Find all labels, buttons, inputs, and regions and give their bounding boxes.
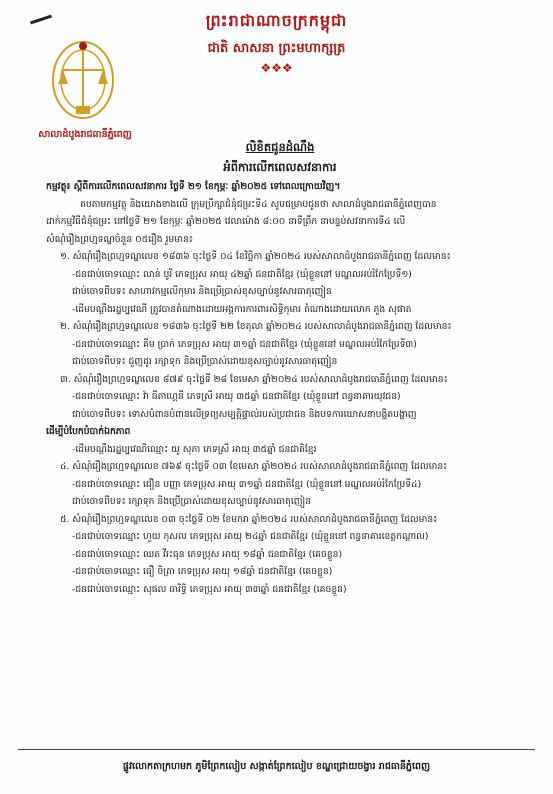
body-line: សំណុំរឿងព្រហ្មទណ្ឌចំនួន ០៥រឿង រួមមាន៖ xyxy=(46,233,193,245)
body-line: -ជនជាប់ចោទឈ្មោះ លាន់ បូរី ភេទប្រុស អាយុ ៤២ឆ្នាំ ជនជាតិខ្មែរ (ឃុំខ្លួននៅ មណ្ឌលអប់រំកែប្រែទី១) xyxy=(72,268,412,280)
court-name: សាលាដំបូងរាជធានីភ្នំពេញ xyxy=(38,129,132,140)
body-line: តបតាមកម្មវត្ថុ និងយោងខាងលើ ក្រុមប្រឹក្សាជំនុំជម្រះទី៤ សូមជម្រាបជូនថា សាលាដំបូងរាជធានីភ្នំពេញបាន xyxy=(80,198,437,210)
body-line: -ជនជាប់ចោទឈ្មោះ សុផល ធារិទ្ធិ ភេទប្រុស អាយុ ៣៣ឆ្នាំ ជនជាតិខ្មែរ (គេចខ្លួន) xyxy=(72,583,347,595)
body-line: -ជនជាប់ចោទឈ្មោះ ជឿន បញ្ញា ភេទប្រុស អាយុ ៣១ឆ្នាំ ជនជាតិខ្មែរ (ឃុំខ្លួននៅ មណ្ឌលអប់រំកែប្រែទី៤) xyxy=(72,478,422,490)
body-line: ២. សំណុំរឿងព្រហ្មទណ្ឌលេខ ១៨៣៦ ចុះថ្ងៃទី ២២ ខែតុលា ឆ្នាំ២០២៤ របស់សាលាដំបូងរាជធានីភ្នំពេញ ដែលមាន៖ xyxy=(60,321,452,332)
body-line: -ជនជាប់ចោទឈ្មោះ គីម ប្រាក់ ភេទប្រុស អាយុ ៣១ឆ្នាំ ជនជាតិខ្មែរ (ឃុំខ្លួននៅ មណ្ឌលអប់រំកែប្រែទី៣) xyxy=(72,338,417,350)
body-line: ដើម្បីបំបែកបំបាក់ឯកភាព xyxy=(46,426,131,437)
body-line: ៤. សំណុំរឿងព្រហ្មទណ្ឌលេខ ៧៦៩ ចុះថ្ងៃទី ០៣ ខែមេសា ឆ្នាំ២០២៤ របស់សាលាដំបូងរាជធានីភ្នំពេញ ដែលមាន៖ xyxy=(60,461,448,472)
body-line: -ជនជាប់ចោទឈ្មោះ វ៉ា ធីតាហ្គេនី ភេទស្រី អាយុ ៣៥ឆ្នាំ ជនជាតិខ្មែរ (ឃុំខ្លួននៅ ពន្ធនាគារយុវជន) xyxy=(72,391,401,402)
body-line: -ដើមបណ្តឹងរដ្ឋប្បវេណី ត្រូវបានតំណាងដោយអង្គការការពារសិទ្ធិកុមារ តំណាងដោយលោក ភួង សុផាត xyxy=(72,303,412,315)
national-motto: ជាតិ សាសនា ព្រះមហាក្សត្រ xyxy=(207,41,346,56)
body-line: ៥. សំណុំរឿងព្រហ្មទណ្ឌលេខ ០៣ ចុះថ្ងៃទី ០២ ខែមករា ឆ្នាំ២០២៤ របស់សាលាដំបូងរាជធានីភ្នំពេញ ដែលមាន៖ xyxy=(60,513,438,525)
kingdom-title: ព្រះរាជាណាចក្រកម្ពុជា xyxy=(205,11,348,30)
document-body xyxy=(46,178,531,598)
body-line: ជាប់ចោទពីបទ៖ ទោសបំពានបំពានលើទ្រព្យសម្បត្តិផ្ទាល់របស់ប្រជាជន និងបទការឃោសនាបង្ហិតបង្ហាញ xyxy=(72,408,417,420)
document-subtitle: អំពីការលើកពេលសវនាការ xyxy=(223,160,337,174)
document-title: លិខិតជូនដំណឹង xyxy=(245,140,315,154)
document-title-block xyxy=(200,140,360,177)
footer-divider xyxy=(18,749,535,750)
body-line: ជាប់ចោទពីបទ៖ សាហាវកម្មលើកុមារ និងប្រើប្រាស់ខុសច្បាប់នូវសារធាតុញៀន xyxy=(72,286,332,297)
body-line: ដាក់កម្មវិធីជំនុំជម្រះ នៅថ្ងៃទី ២១ ខែកុម្ភៈ ឆ្នាំ២០២៥ វេលាម៉ោង ៨:០០ នាទីព្រឹក នាបន្ទប់សវនាការទី៤ លើ xyxy=(46,216,406,227)
body-line: -ជនជាប់ចោទឈ្មោះ ឈត វីរះធុន ភេទប្រុស អាយុ ១៨ឆ្នាំ ជនជាតិខ្មែរ (គេចខ្លួន) xyxy=(72,548,343,560)
body-line: -ជនជាប់ចោទឈ្មោះ ធឿ ចិត្រា ភេទប្រុស អាយុ ១៨ឆ្នាំ ជនជាតិខ្មែរ (គេចខ្លួន) xyxy=(72,566,333,577)
ornament: ❖❖❖ xyxy=(260,61,293,75)
footer-address: ផ្លូវលោកតាក្រហមក ភូមិព្រែកលៀប សង្កាត់ព្រែកលៀប ខណ្ឌជ្រោយចង្វារ រាជធានីភ្នំពេញ xyxy=(122,761,431,772)
body-line: កម្មវត្ថុ៖ ស្តីពីការលើកពេលសវនាការ ថ្ងៃទី ២១ ខែកុម្ភៈ ឆ្នាំ២០២៥ ទៅពេលក្រោយវិញ។ xyxy=(46,181,341,192)
body-line: -ជនជាប់ចោទឈ្មោះ ហួយ កុសល ភេទប្រុស អាយុ ២៤ឆ្នាំ ជនជាតិខ្មែរ (ឃុំខ្លួននៅ ពន្ធនាគារខេត្តកណ្តាល) xyxy=(72,531,429,542)
body-line: ១. សំណុំរឿងព្រហ្មទណ្ឌលេខ ១៨៣៦ ចុះថ្ងៃទី ០៤ ខែវិច្ឆិកា ឆ្នាំ២០២៤ របស់សាលាដំបូងរាជធានីភ្នំពេញ ដែលមាន៖ xyxy=(60,251,451,262)
body-line: ៣. សំណុំរឿងព្រហ្មទណ្ឌលេខ ៨៧៩ ចុះថ្ងៃទី ២៨ ខែមេសា ឆ្នាំ២០២៤ របស់សាលាដំបូងរាជធានីភ្នំពេញ ដែលមាន៖ xyxy=(60,373,448,385)
body-line: -ដើមបណ្តឹងរដ្ឋប្បវេណីឈ្មោះ យូ សុភា ភេទស្រី អាយុ ៣៥ឆ្នាំ ជនជាតិខ្មែរ xyxy=(72,443,317,455)
body-line: ជាប់ចោទពីបទ៖ ជួញដូរ រក្សាទុក និងប្រើប្រាស់ដោយខុសច្បាប់នូវសារធាតុញៀន xyxy=(72,356,338,367)
body-line: ជាប់ចោទពីបទ៖ រក្សាទុក និងប្រើប្រាស់ដោយខុសច្បាប់នូវសារធាតុញៀន xyxy=(72,496,312,507)
court-emblem-icon xyxy=(48,36,118,120)
